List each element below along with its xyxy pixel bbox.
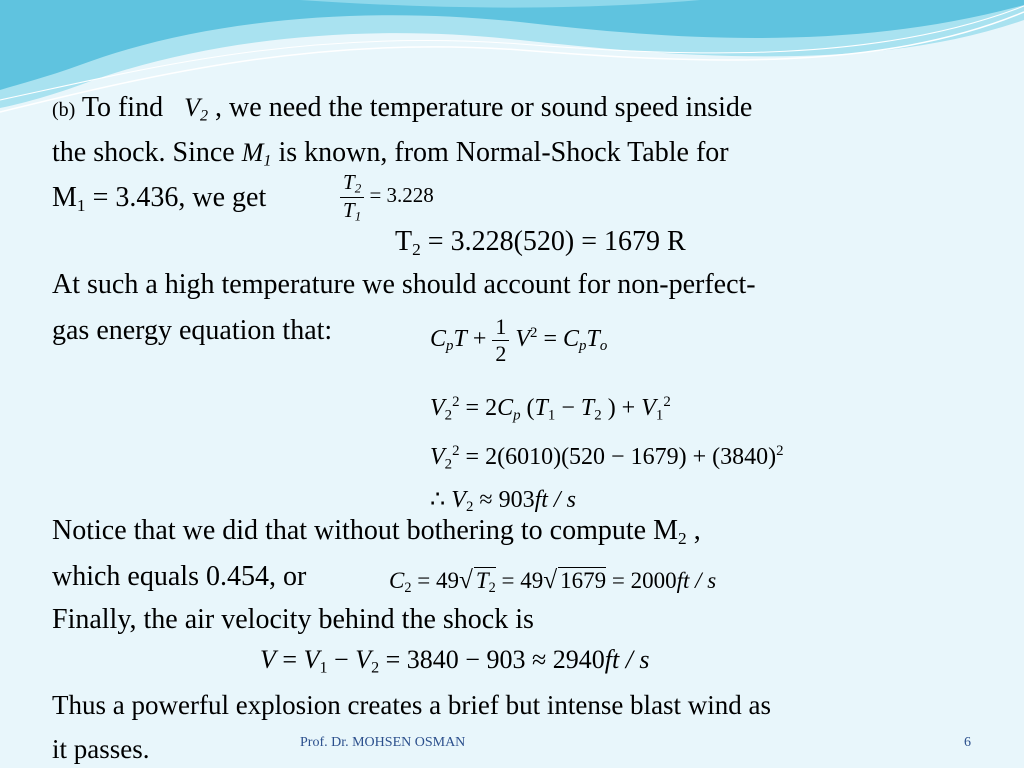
air-velocity-equation: $V = V_1 - V_2 = 3840 - 903 \approx 2940ft / s$	[260, 645, 650, 677]
para4-line1: Finally, the air velocity behind the shock is	[52, 604, 534, 635]
temperature-ratio-equation	[340, 170, 434, 224]
para3-line2: which equals 0.454, or	[52, 561, 307, 592]
para1-line2	[52, 139, 729, 170]
para3-line1: Notice that we did that without bothering to compute $M_2$ ,	[52, 515, 701, 548]
t2-result: $T_2 = 3.228(520) = 1679$ R	[395, 226, 686, 259]
footer-author: Prof. Dr. MOHSEN OSMAN	[300, 735, 466, 750]
page-number: 6	[964, 735, 971, 750]
ratio-value: = 3.228	[369, 182, 434, 207]
para1-line1	[52, 94, 752, 125]
ratio-fraction: $\frac{T_2}{T_1}$	[340, 170, 364, 224]
symbol-v: $V_2$	[184, 93, 209, 125]
para2-line1: At such a high temperature we should account for non-perfect-	[52, 269, 756, 300]
part-label: (b)	[52, 99, 76, 121]
velocity-result: ∴ $V_2 \approx 903ft / s$	[430, 487, 576, 516]
energy-equation: $C_pT$ + $\frac{1}{2}$ $V^2 = C_pT_o$	[430, 314, 608, 366]
text: To find	[81, 92, 164, 123]
text: , we need the temperature or sound speed inside	[215, 92, 753, 123]
para2-line2: gas energy equation that:	[52, 315, 333, 346]
para5-line2: it passes.	[52, 734, 150, 764]
velocity-numeric-equation: $V_2^2 = 2(6010)(520 - 1679) + (3840)^2$	[430, 443, 784, 473]
para5-line1: Thus a powerful explosion creates a brief but intense blast wind as	[52, 690, 772, 720]
para1-line3: $M_1 = 3.436$, we get	[52, 182, 267, 215]
text: the shock. Since	[52, 137, 235, 168]
symbol-m: $M_1$	[241, 138, 272, 170]
text: is known, from Normal-Shock Table for	[278, 137, 729, 168]
sound-speed-equation: $C_2 = 49√$ $T_2 = 49√$ 1679 = 2000ft / s	[389, 566, 717, 596]
velocity-squared-equation: $V_2^2 = 2C_p$ ($T_1 - T_2$ ) + $V_1^2$	[430, 394, 671, 424]
